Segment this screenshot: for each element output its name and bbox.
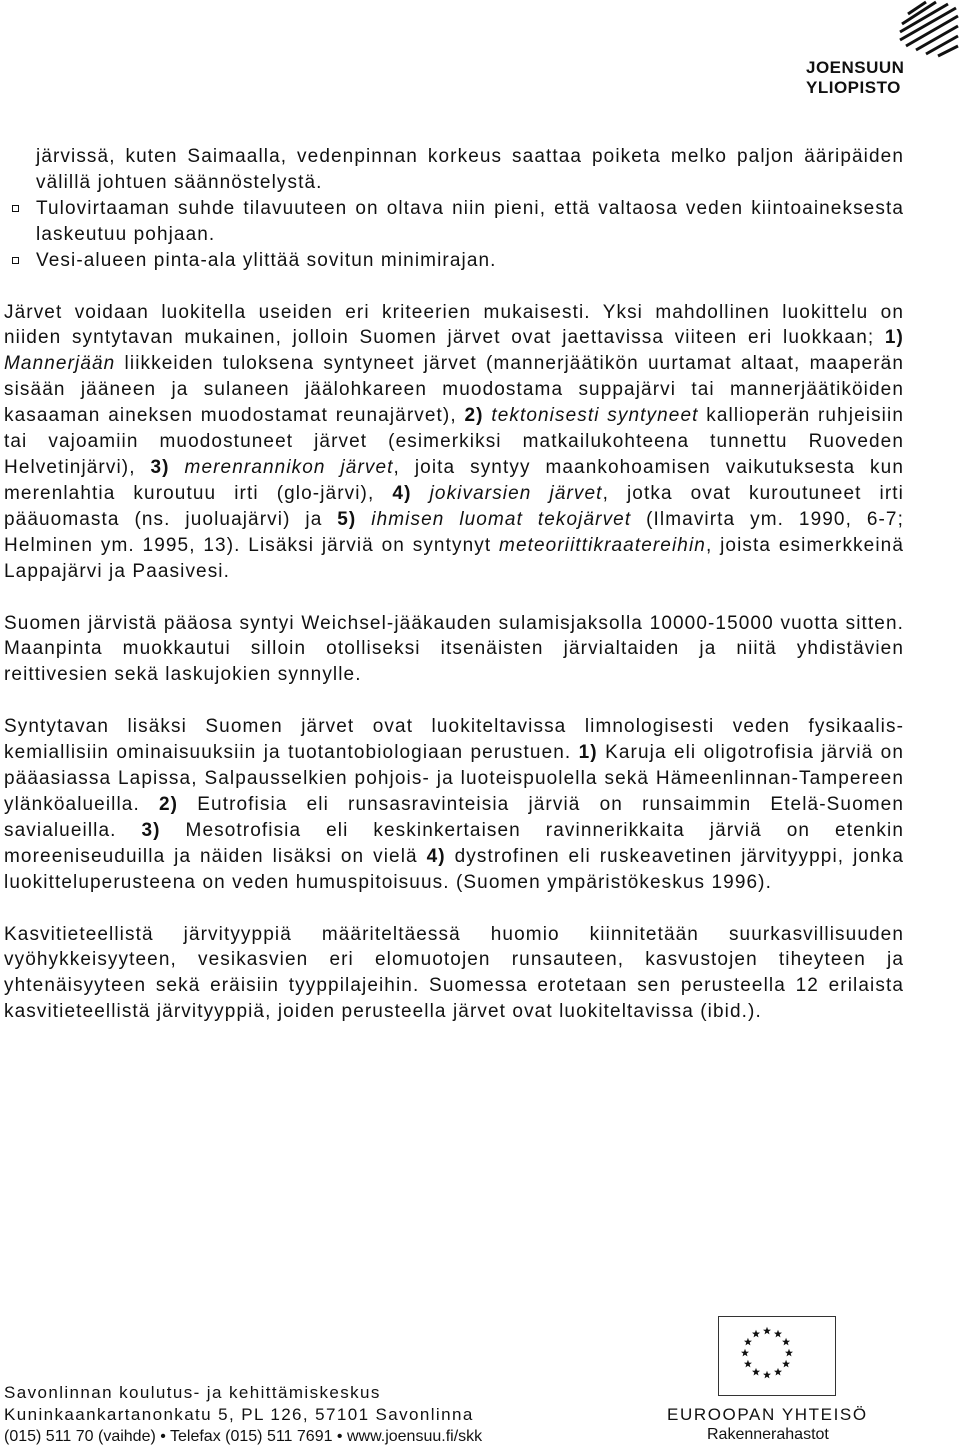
footer-line-contact: (015) 511 70 (vaihde) • Telefax (015) 511 7691 • www.joensuu.fi/skk — [4, 1428, 483, 1445]
eu-star — [782, 1360, 790, 1368]
footer-address — [4, 1382, 482, 1448]
eu-stars-icon — [719, 1317, 835, 1395]
bullet-item-inflow — [4, 196, 904, 248]
text-run: dystrofinen eli ruskeavetinen järvityyppi, jonka luokitteluperusteena on veden humuspitoisuus. (Suomen ympäristökeskus 1996). — [4, 845, 904, 893]
italic-term: tektonisesti syntyneet — [491, 405, 699, 427]
bullet-item-area — [4, 248, 904, 274]
eu-flag-icon — [718, 1316, 836, 1396]
number-label: 3) — [150, 456, 170, 478]
number-label: 2) — [464, 405, 484, 427]
paragraph-continuation: järvissä, kuten Saimaalla, vedenpinnan korkeus saattaa poiketa melko paljon ääripäiden välillä johtuen säännöstelystä. — [36, 146, 904, 193]
text-run: Eutrofisia eli runsasravinteisia järviä on runsaimmin Etelä-Suomen savialueilla. — [4, 793, 904, 841]
eu-star — [785, 1349, 793, 1357]
text-run: , joista esimerkkeinä Lappajärvi ja Paasivesi. — [4, 534, 904, 582]
number-label: 1) — [578, 742, 598, 764]
eu-sublabel: Rakennerahastot — [707, 1426, 829, 1443]
logo-text-line2: YLIOPISTO — [806, 78, 901, 97]
number-label: 2) — [159, 793, 179, 815]
eu-star — [741, 1349, 749, 1357]
text-run: Mesotrofisia eli keskinkertaisen ravinnerikkaita järviä on etenkin moreeniseuduilla ja näiden lisäksi on vielä — [4, 819, 904, 867]
eu-star — [752, 1368, 760, 1376]
eu-star — [744, 1338, 752, 1346]
checkbox-bullet-icon — [12, 205, 19, 212]
paragraph-limnology — [4, 714, 904, 895]
footer-line-institution: Savonlinnan koulutus- ja kehittämiskeskus — [4, 1383, 381, 1402]
eu-star — [774, 1368, 782, 1376]
number-label: 4) — [426, 845, 446, 867]
eu-star — [763, 1327, 771, 1335]
document-body — [4, 144, 904, 1025]
text-run: Syntytavan lisäksi Suomen järvet ovat luokiteltavissa limnologisesti veden fysikaalis-kemiallisiin ominaisuuksiin ja tuotantobiologiaan perustuen. — [4, 716, 904, 764]
eu-star — [782, 1338, 790, 1346]
italic-term: Mannerjään — [4, 353, 116, 375]
text-run: kallioperän ruhjeisiin tai vajoamiin muodostuneet järvet (esimerkiksi matkailukohteena tunnettu Ruoveden Helvetinjärvi), — [4, 405, 904, 478]
checkbox-bullet-icon — [12, 257, 19, 264]
footer-line-address: Kuninkaankartanonkatu 5, PL 126, 57101 Savonlinna — [4, 1405, 474, 1424]
logo-text-line1: JOENSUUN — [806, 58, 905, 77]
number-label: 1) — [884, 327, 904, 349]
bullet-text: Tulovirtaaman suhde tilavuuteen on oltava niin pieni, että valtaosa veden kiintoaineksesta laskeutuu pohjaan. — [36, 197, 904, 245]
text-run: liikkeiden tuloksena syntyneet järvet (mannerjäätikön uurtamat altaat, maaperän sisään jääneen ja sulaneen jäälohkareen muodostama suppajärvi tai mannerjäätiköiden kasaaman aineksen muodostamat reunajärvet), — [4, 353, 904, 427]
eu-star — [774, 1330, 782, 1338]
paragraph-ice-age: Suomen järvistä pääosa syntyi Weichsel-jääkauden sulamisjaksolla 10000-15000 vuotta sitten. Maanpinta muokkautui silloin otolliseksi itsenäisten järvialtaiden ja niitä yhdistävien reittivesien sekä laskujokien synnylle. — [4, 612, 904, 686]
university-logo — [800, 0, 960, 100]
number-label: 5) — [337, 508, 357, 530]
text-run: (Ilmavirta ym. 1990, 6-7; Helminen ym. 1995, 13). Lisäksi järviä on syntynyt — [4, 508, 904, 556]
text-run: , joita syntyy maankohoamisen vaikutuksesta kun merenlahtia kuroutuu irti (glo-järvi), — [4, 456, 904, 504]
paragraph-classification — [4, 300, 904, 585]
italic-term: merenrannikon järvet — [184, 456, 394, 478]
eu-label: EUROOPAN YHTEISÖ — [667, 1405, 868, 1424]
number-label: 4) — [392, 482, 412, 504]
number-label: 3) — [141, 819, 161, 841]
eu-star — [744, 1360, 752, 1368]
text-run: Järvet voidaan luokitella useiden eri kriteerien mukaisesti. Yksi mahdollinen luokittelu on niiden syntytavan mukainen, jolloin Suomen järvet ovat jaettavissa viiteen eri luokkaan; — [4, 301, 904, 349]
italic-term: meteoriittikraatereihin — [499, 534, 706, 556]
italic-term: ihmisen luomat tekojärvet — [371, 508, 632, 530]
paragraph-botanical: Kasvitieteellistä järvityyppiä määriteltäessä huomio kiinnitetään suurkasvillisuuden vyöhykkeisyyteen, vesikasvien eri elomuotojen runsauteen, kasvustojen tiheyteen ja yhtenäisyyteen sekä eräisiin tyyppilajeihin. Suomessa erotetaan sen perusteella 12 erilaista kasvitieteellistä järvityyppiä, joiden perusteella järvet ovat luokiteltavissa (ibid.). — [4, 923, 904, 1023]
text-run: , jotka ovat kuroutuneet irti pääuomasta (ns. juoluajärvi) ja — [4, 482, 904, 530]
text-run: Karuja eli oligotrofisia järviä on pääasiassa Lapissa, Salpausselkien pohjois- ja luoteispuolella sekä Hämeenlinnan-Tampereen ylänköalueilla. — [4, 742, 905, 815]
italic-term: jokivarsien järvet — [429, 482, 603, 504]
eu-star — [763, 1371, 771, 1379]
bullet-text: Vesi-alueen pinta-ala ylittää sovitun minimirajan. — [36, 249, 497, 271]
logo-stripes-icon — [896, 0, 960, 60]
eu-star — [752, 1330, 760, 1338]
